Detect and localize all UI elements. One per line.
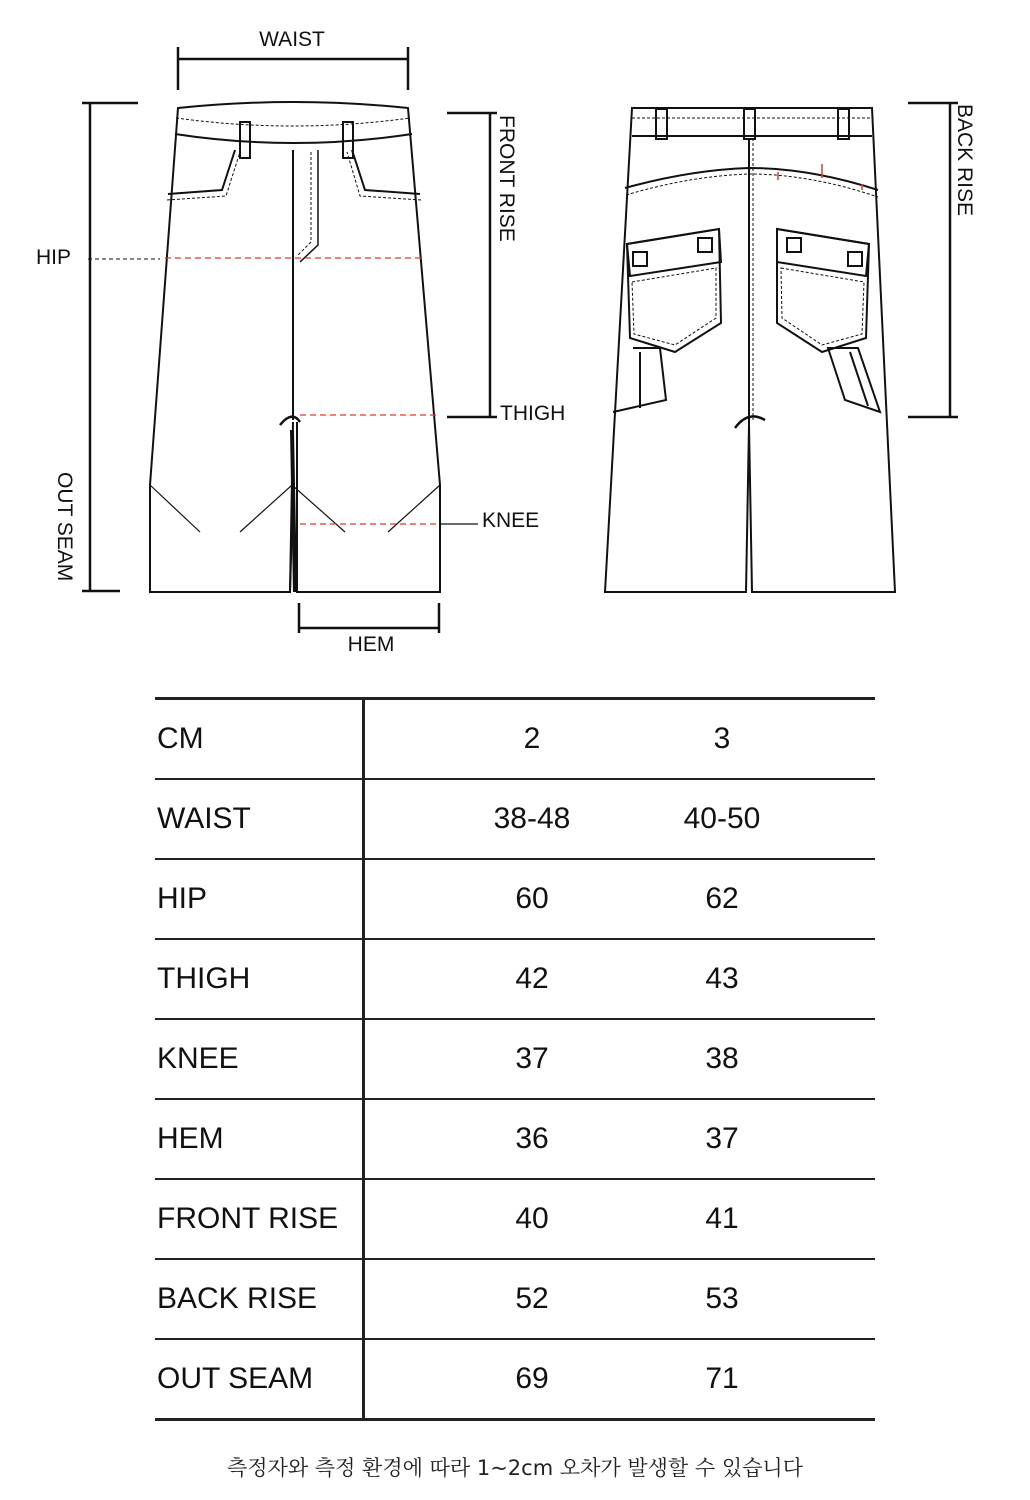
- front-rise-label: FRONT RISE: [495, 115, 518, 242]
- row-value: 62: [667, 859, 777, 939]
- table-row: [155, 939, 875, 1019]
- row-value: 53: [667, 1259, 777, 1339]
- row-value: 38: [667, 1019, 777, 1099]
- garment-diagram: [0, 0, 1030, 680]
- back-rise-label: BACK RISE: [953, 104, 976, 217]
- front-rise-bracket: [447, 113, 497, 417]
- table-row: [155, 1259, 875, 1339]
- row-label: OUT SEAM: [155, 1339, 364, 1420]
- size-table: [155, 697, 875, 1421]
- table-row: [155, 859, 875, 939]
- row-value: 37: [477, 1019, 587, 1099]
- row-value: 69: [477, 1339, 587, 1420]
- row-value: 40: [477, 1179, 587, 1259]
- row-value: 42: [477, 939, 587, 1019]
- row-value: 36: [477, 1099, 587, 1179]
- table-row: [155, 779, 875, 859]
- table-row: [155, 1099, 875, 1179]
- row-label: THIGH: [155, 939, 364, 1019]
- waist-bracket: [178, 47, 408, 90]
- row-value: 37: [667, 1099, 777, 1179]
- measurement-disclaimer: 측정자와 측정 환경에 따라 1~2cm 오차가 발생할 수 있습니다: [226, 1456, 803, 1480]
- waist-label: WAIST: [259, 28, 325, 51]
- row-label: FRONT RISE: [155, 1179, 364, 1259]
- table-header-row: [155, 699, 875, 780]
- back-rise-bracket: [908, 103, 958, 417]
- row-label: KNEE: [155, 1019, 364, 1099]
- row-label: WAIST: [155, 779, 364, 859]
- row-value: 71: [667, 1339, 777, 1420]
- row-value: 41: [667, 1179, 777, 1259]
- table-row: [155, 1339, 875, 1420]
- hem-bracket: [299, 603, 439, 633]
- row-value: 40-50: [667, 779, 777, 859]
- row-value: 52: [477, 1259, 587, 1339]
- row-label: BACK RISE: [155, 1259, 364, 1339]
- front-view: [150, 102, 440, 592]
- knee-label: KNEE: [482, 509, 540, 532]
- front-measure-lines: [165, 258, 440, 524]
- row-label: HEM: [155, 1099, 364, 1179]
- row-value: 43: [667, 939, 777, 1019]
- out-seam-bracket: [82, 103, 138, 591]
- front-waistband: [175, 134, 412, 143]
- thigh-label: THIGH: [500, 402, 566, 425]
- size-header-3: 3: [667, 699, 777, 780]
- size-header-2: 2: [477, 699, 587, 780]
- hip-label: HIP: [36, 246, 72, 269]
- hem-label: HEM: [347, 633, 395, 656]
- row-label: HIP: [155, 859, 364, 939]
- table-row: [155, 1179, 875, 1259]
- out-seam-label: OUT SEAM: [53, 472, 76, 582]
- table-header-label: CM: [155, 699, 364, 780]
- table-row: [155, 1019, 875, 1099]
- row-value: 60: [477, 859, 587, 939]
- back-view: [605, 108, 895, 592]
- row-value: 38-48: [477, 779, 587, 859]
